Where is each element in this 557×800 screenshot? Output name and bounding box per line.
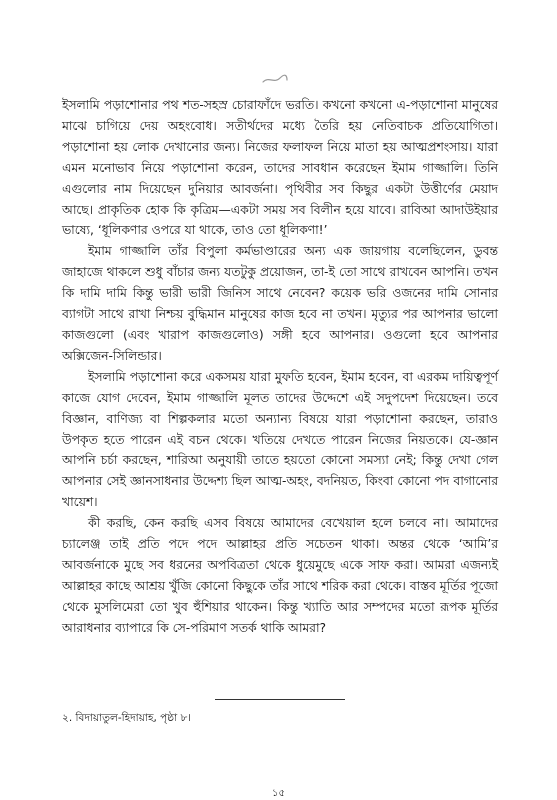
paragraph: ইমাম গাজ্জালি তাঁর বিপুলা কর্মভাণ্ডারের অন্য এক জায়গায় বলেছিলেন, ডুবন্ত জাহাজে থাকলে শুধু বাঁচার জন্য যতটুকু প্রয়োজন, তা-ই তো সাথে রাখবেন আপনি। তখন কি দামি দামি কিন্তু ভারী ভারী জিনিস সাথে নেবেন? কয়েক ভরি ওজনের দামি সোনার ব্যাগটা সাথে রাখা নিশ্চয় বুদ্ধিমান মানুষের কাজ হবে না তখন। মৃত্যুর পর আপনার ভালো কাজগুলো (এবং খারাপ কাজগুলোও) সঙ্গী হবে আপনার। ওগুলো হবে আপনার অক্সিজেন-সিলিন্ডার।	[62, 244, 498, 363]
footnote-divider	[215, 699, 345, 700]
curl-ornament-icon	[260, 72, 290, 86]
paragraph: ইসলামি পড়াশোনা করে একসময় যারা মুফতি হবেন, ইমাম হবেন, বা এরকম দায়িত্বপূর্ণ কাজে যোগ দেবেন, ইমাম গাজ্জালি মূলত তাদের উদ্দেশে এই সদুপদেশ দিয়েছেন। তবে বিজ্ঞান, বাণিজ্য বা শিল্পকলার মতো অন্যান্য বিষয়ে যারা পড়াশোনা করছেন, তারাও উপকৃত হতে পারেন এই বচন থেকে। খতিয়ে দেখতে পারেন নিজের নিয়তকে। যে-জ্ঞান আপনি চর্চা করছেন, শারিআ অনুযায়ী তাতে হয়তো কোনো সমস্যা নেই; কিন্তু দেখা গেল আপনার সেই জ্ঞানসাধনার উদ্দেশ্য ছিল আত্ম-অহং, বদনিয়ত, কিংবা কোনো পদ বাগানোর খায়েশ।	[62, 369, 498, 510]
paragraph: ইসলামি পড়াশোনার পথ শত-সহস্র চোরাফাঁদে ভরতি। কখনো কখনো এ-পড়াশোনা মানুষের মাঝে চাগিয়ে দেয় অহংবোধ। সতীর্থদের মধ্যে তৈরি হয় নেতিবাচক প্রতিযোগিতা। পড়াশোনা হয় লোক দেখানোর জন্য। নিজের ফলাফল নিয়ে মাতা হয় আত্মপ্রশংসায়। যারা এমন মনোভাব নিয়ে পড়াশোনা করেন, তাদের সাবধান করেছেন ইমাম গাজ্জালি। তিনি এগুলোর নাম দিয়েছেন দুনিয়ার আবর্জনা। পৃথিবীর সব কিছুর একটা উত্তীর্ণের মেয়াদ আছে। প্রাকৃতিক হোক কি কৃত্রিম—একটা সময় সব বিলীন হয়ে যাবে। রাবিআ আদাউইয়ার ভাষ্যে, ‘ধূলিকণার ওপরে যা থাকে, তাও তো ধূলিকণা!’	[62, 98, 498, 238]
body-text	[62, 95, 498, 639]
paragraph: কী করছি, কেন করছি এসব বিষয়ে আমাদের বেখেয়াল হলে চলবে না। আমাদের চ্যালেঞ্জ তাই প্রতি পদে পদে আল্লাহর প্রতি সচেতন থাকা। অন্তর থেকে ‘আমি’র আবর্জনাকে মুছে সব ধরনের অপবিত্রতা থেকে ধুয়েমুছে একে সাফ করা। আমরা এজন্যই আল্লাহর কাছে আশ্রয় খুঁজি কোনো কিছুকে তাঁর সাথে শরিক করা থেকে। বাস্তব মূর্তির পূজো থেকে মুসলিমেরা তো খুব হুঁশিয়ার থাকেন। কিন্তু খ্যাতি আর সম্পদের মতো রূপক মূর্তির আরাধনার ব্যাপারে কি সে-পরিমাণ সতর্ক থাকি আমরা?	[62, 516, 498, 635]
footnote: ২. বিদায়াতুল-হিদায়াহ, পৃষ্ঠা ৮।	[62, 712, 192, 724]
page-number: ১৫	[272, 788, 285, 799]
